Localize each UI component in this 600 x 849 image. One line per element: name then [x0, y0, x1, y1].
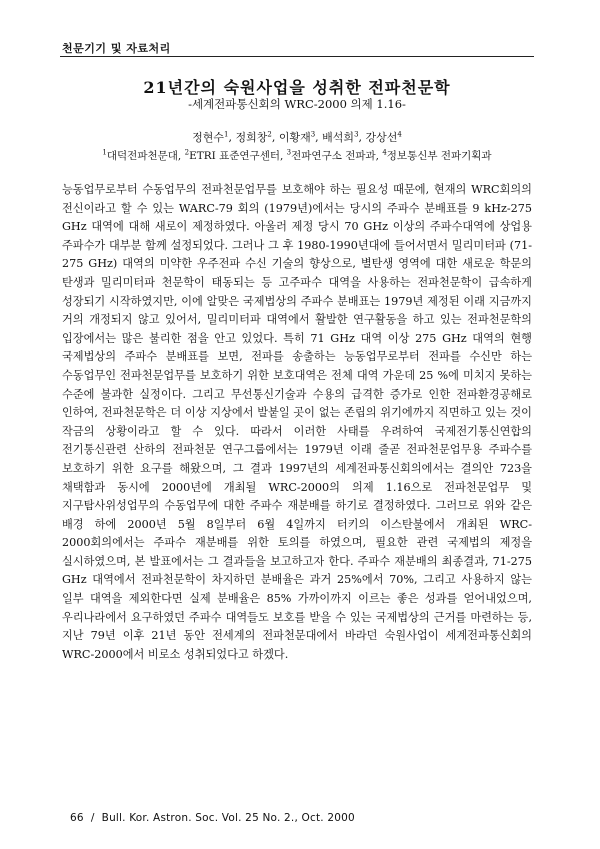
- affiliation-list: $^1$대덕전파천문대, $^2$ETRI 표준연구센터, $^3$전파연구소 전파과, $^4$정보통신부 전파기획과: [102, 148, 492, 162]
- author-superscript: 4: [397, 130, 402, 139]
- author-superscript: 1: [223, 130, 229, 139]
- affiliation-name: 대덕전파천문대: [106, 150, 178, 162]
- author-superscript: 3: [354, 130, 359, 139]
- page-footer: [70, 812, 355, 824]
- affiliation-superscript: 4: [382, 148, 387, 157]
- journal-citation: Bull. Kor. Astron. Soc. Vol. 25 No. 2., Oct. 2000: [101, 812, 355, 824]
- affiliation-name: ETRI 표준연구센터: [189, 150, 280, 162]
- author-name: 정현수: [192, 131, 224, 144]
- section-label: 천문기기 및 자료처리: [62, 42, 171, 55]
- article-title: 21년간의 숙원사업을 성취한 전파천문학: [143, 78, 451, 97]
- author-superscript: 3: [310, 130, 316, 139]
- affiliation-superscript: 1: [102, 148, 107, 157]
- page-number: 66: [70, 812, 84, 824]
- header-rule: [60, 56, 534, 57]
- abstract-body: 능동업무로부터 수동업무의 전파천문업무를 보호해야 하는 필요성 때문에, 현재의 WRC회의의 전신이라고 할 수 있는 WARC-79 회의 (1979년)에서는 당시의 주파수 분배표를 9 kHz-275 GHz 대역에 대해 새로이 제정하였다. 아울러 제정 당시 70 GHz 이상의 주파수대역에 상업용 주파수가 대부분 함께 설정되었다. 그러나 그 후 1980-1990년대에 들어서면서 밀리미터파 (71-275 GHz) 대역의 미약한 우주전파 수신 기술의 향상으로, 별탄생 영역에 대한 새로운 학문의 탄생과 밀리미터파 천문학이 태동되는 등 고주파수 대역을 사용하는 전파천문학이 급속하게 성장되기 시작하였지만, 이에 알맞은 국제법상의 주파수 분배표는 1979년 제정된 이래 지금까지 거의 개정되지 않고 있어서, 밀리미터파 대역에서 활발한 연구활동을 하고 있는 전파천문학의 입장에서는 많은 불리한 점을 안고 있었다. 특히 71 GHz 대역 이상 275 GHz 대역의 현행 국제법상의 주파수 분배표를 보면, 전파를 송출하는 능동업무로부터 전파를 수신만 하는 수동업무인 전파천문업무를 보호하기 위한 보호대역은 전체 대역 가운데 25 %에 미치지 못하는 수준에 불과한 실정이다. 그리고 무선통신기술과 수용의 급격한 증가로 인한 전파환경공해로 인하여, 전파천문학은 더 이상 지상에서 발붙일 곳이 없는 존립의 위기에까지 직면하고 있는 것이 작금의 상황이라고 할 수 있다. 따라서 이러한 사태를 우려하여 국제전기통신연합의 전기통신관련 산하의 전파천문 연구그룹에서는 1979년 이래 줄곧 전파천문업무용 주파수를 보호하기 위한 요구를 해왔으며, 그 결과 1997년의 세계전파통신회의에서는 결의안 723을 채택함과 동시에 2000년에 개최될 WRC-2000의 의제 1.16으로 전파천문업무 및 지구탐사위성업무의 수동업무에 대한 주파수 재분배를 하기로 결정하였다. 그러므로 위와 같은 배경 하에 2000년 5월 8일부터 6월 4일까지 터키의 이스탄불에서 개최된 WRC-2000회의에서는 주파수 재분배를 위한 토의를 하였으며, 필요한 관련 국제법의 제정을 실시하였으며, 본 발표에서는 그 결과들을 보고하고자 한다. 주파수 재분배의 최종결과, 71-275 GHz 대역에서 전파천문학이 차지하던 분배율은 과거 25%에서 70%, 그리고 사용하지 않는 일부 대역을 제외한다면 실제 분배율은 85% 가까이까지 이르는 좋은 성과를 얻어내었으며, 우리나라에서 요구하였던 주파수 대역들도 보호를 받을 수 있는 국제법상의 근거를 마련하는 등, 지난 79년 이후 21년 동안 전세계의 전파천문대에서 바라던 숙원사업이 세계전파통신회의 WRC-2000에서 비로소 성취되었다고 하겠다.: [62, 183, 532, 661]
- author-list: 정현수$^1$, 정희창$^2$, 이황재$^3$, 배석희$^3$, 강상선$^4$: [192, 130, 402, 144]
- affiliation-superscript: 2: [184, 148, 190, 157]
- author-name: 이황재: [278, 131, 311, 144]
- affiliation-name: 정보통신부 전파기획과: [386, 150, 492, 162]
- author-name: 강상선: [365, 131, 398, 144]
- author-superscript: 2: [267, 130, 272, 139]
- article-subtitle: -세계전파통신회의 WRC-2000 의제 1.16-: [188, 97, 406, 111]
- author-name: 배석희: [322, 131, 355, 144]
- author-name: 정희창: [235, 131, 268, 144]
- affiliation-name: 전파연구소 전파과: [291, 150, 376, 162]
- footer-separator: /: [90, 812, 95, 824]
- affiliation-superscript: 3: [286, 148, 292, 157]
